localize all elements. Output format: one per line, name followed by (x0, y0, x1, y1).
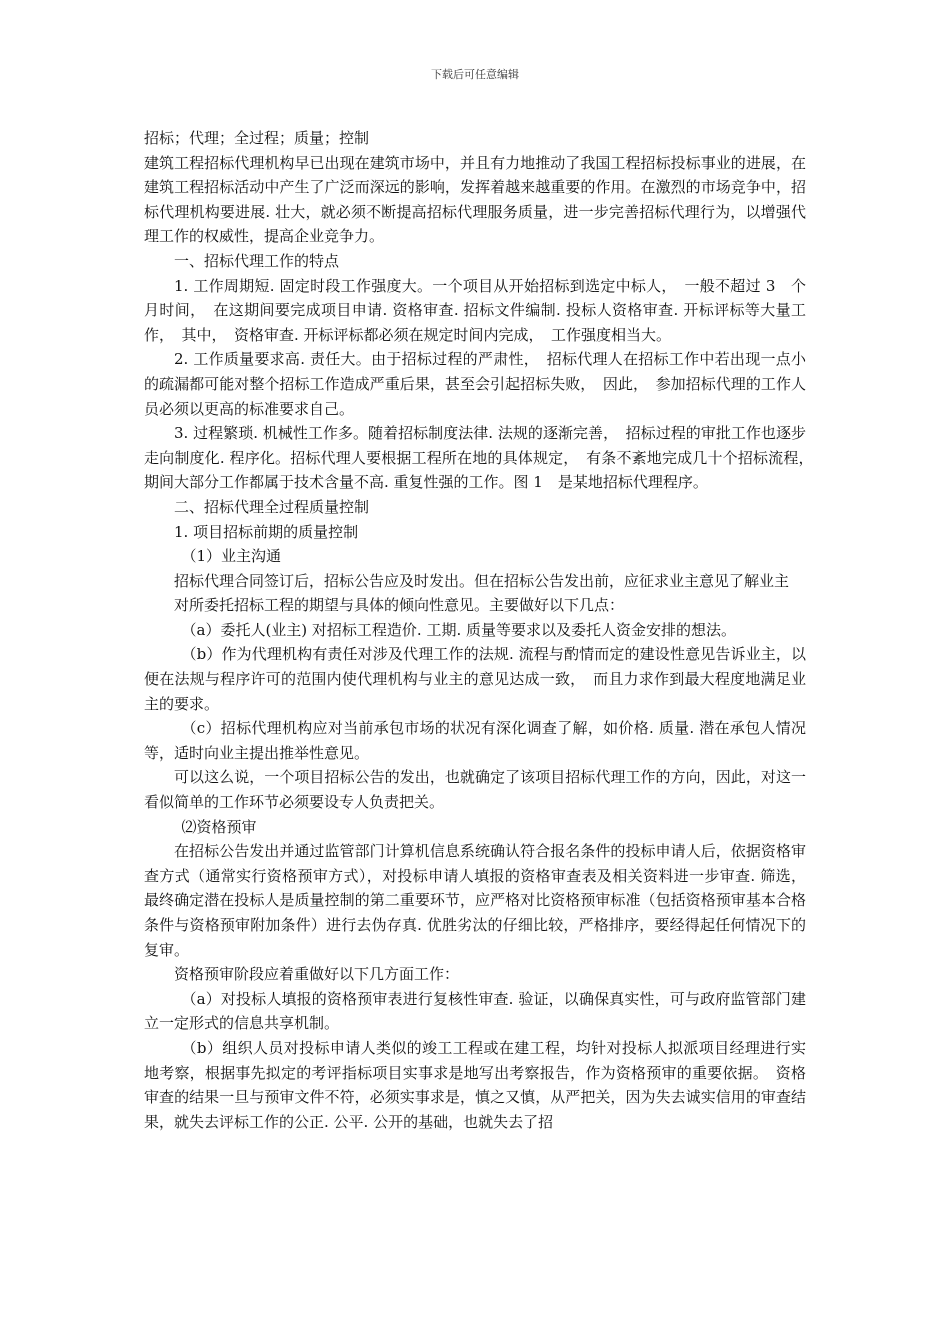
paragraph: 可以这么说，一个项目招标公告的发出，也就确定了该项目招标代理工作的方向，因此，对这一看似简单的工作环节必须要设专人负责把关。 (144, 768, 806, 812)
paragraph: （c）招标代理机构应对当前承包市场的状况有深化调查了解，如价格. 质量. 潜在承包人情况等，适时向业主提出推举性意见。 (144, 719, 806, 762)
document-body (144, 126, 822, 1134)
paragraph: （a）对投标人填报的资格预审表进行复核性审查. 验证，以确保真实性，可与政府监管部门建立一定形式的信息共享机制。 (144, 989, 806, 1033)
paragraph: 一、招标代理工作的特点 (174, 251, 340, 270)
paragraph: 在招标公告发出并通过监管部门计算机信息系统确认符合报名条件的投标申请人后，依据资格审查方式（通常实行资格预审方式），对投标申请人填报的资格审查表及相关资料进一步审查. 筛选，最终确定潜在投标人是质量控制的第二重要环节，应严格对比资格预审标准（包括资格预审基本合格条件与资格预审附加条件）进行去伪存真. 优胜劣汰的仔细比较，严格排序，要经得起任何情况下的复审。 (144, 842, 806, 959)
paragraph: （a）委托人(业主) 对招标工程造价. 工期. 质量等要求以及委托人资金安排的想法。 (181, 620, 736, 639)
paragraph: ⑵资格预审 (181, 817, 257, 836)
paragraph: 2. 工作质量要求高. 责任大。由于招标过程的严肃性， 招标代理人在招标工作中若出现一点小的疏漏都可能对整个招标工作造成严重后果，甚至会引起招标失败， 因此， 参加招标代理的工作人员必须以更高的标准要求自己。 (144, 350, 806, 418)
paragraph: 对所委托招标工程的期望与具体的倾向性意见。主要做好以下几点： (174, 596, 625, 615)
page-header: 下载后可任意编辑 (431, 68, 519, 81)
paragraph: 建筑工程招标代理机构早已出现在建筑市场中，并且有力地推动了我国工程招标投标事业的进展，在建筑工程招标活动中产生了广泛而深远的影响，发挥着越来越重要的作用。在激烈的市场竞争中，招标代理机构要进展. 壮大，就必须不断提高招标代理服务质量，进一步完善招标代理行为，以增强代理工作的权威性，提高企业竞争力。 (144, 153, 806, 246)
paragraph: （b）组织人员对投标申请人类似的竣工工程或在建工程，均针对投标人拟派项目经理进行实地考察，根据事先拟定的考评指标项目实事求是地写出考察报告，作为资格预审的重要依据。 资格审查的结果一旦与预审文件不符，必须实事求是，慎之又慎，从严把关，因为失去诚实信用的审查结果，就失去评标工作的公正. 公平. 公开的基础，也就失去了招 (144, 1038, 806, 1131)
paragraph: （1）业主沟通 (181, 547, 282, 566)
paragraph: 二、招标代理全过程质量控制 (174, 497, 370, 516)
paragraph: 招标；代理；全过程；质量；控制 (144, 129, 370, 147)
paragraph: 1. 项目招标前期的质量控制 (174, 522, 359, 541)
paragraph: （b）作为代理机构有责任对涉及代理工作的法规. 流程与酌情而定的建设性意见告诉业主，以便在法规与程序许可的范围内使代理机构与业主的意见达成一致， 而且力求作到最大程度地满足业主的要求。 (144, 645, 806, 713)
paragraph: 招标代理合同签订后，招标公告应及时发出。但在招标公告发出前，应征求业主意见了解业主 (174, 571, 790, 590)
paragraph: 1. 工作周期短. 固定时段工作强度大。一个项目从开始招标到选定中标人， 一般不超过 3 个月时间， 在这期间要完成项目申请. 资格审查. 招标文件编制. 投标人资格审查. 开标评标等大量工作， 其中， 资格审查. 开标评标都必须在规定时间内完成， 工作强度相当大。 (144, 276, 806, 344)
paragraph: 3. 过程繁琐. 机械性工作多。随着招标制度法律. 法规的逐渐完善， 招标过程的审批工作也逐步走向制度化. 程序化。招标代理人要根据工程所在地的具体规定， 有条不紊地完成几十个招标流程， 期间大部分工作都属于技术含量不高. 重复性强的工作。图 1 是某地招标代理程序。 (144, 424, 822, 492)
paragraph: 资格预审阶段应着重做好以下几方面工作： (174, 965, 460, 984)
